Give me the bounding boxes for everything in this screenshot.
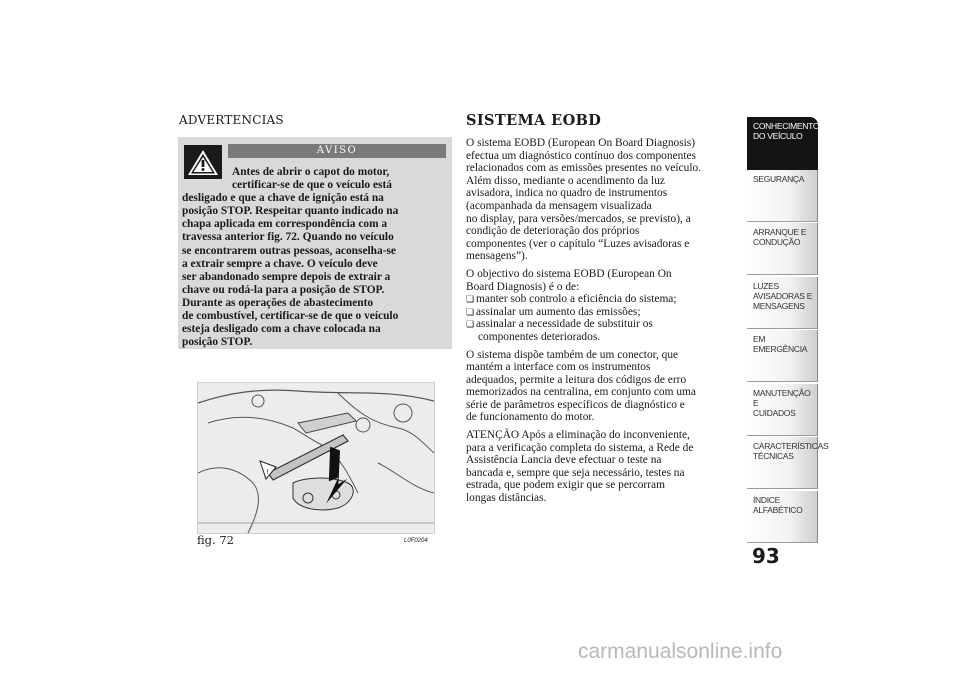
warning-line: chave ou rodá-la para a posição de STOP. (182, 283, 385, 296)
paragraph-line: mantém a interface com os instrumentos (466, 361, 651, 374)
paragraph-line: série de parâmetros específicos de diagnóstico e (466, 398, 685, 411)
chapter-tab[interactable] (747, 223, 818, 275)
chapter-tab-label: DO VEÍCULO (753, 131, 803, 141)
paragraph-line: ATENÇÃO Após a eliminação do inconveniente, (466, 429, 690, 442)
warning-line: certificar-se de que o veículo está (232, 179, 392, 192)
watermark: carmanualsonline.info (578, 640, 783, 663)
bullet-item (466, 331, 734, 344)
paragraph-line: no display, para versões/mercados, se previsto), a (466, 212, 691, 225)
paragraph-line: (acompanhada da mensagem visualizada (466, 199, 652, 212)
paragraph-line: adequados, permite a leitura dos códigos de erro (466, 373, 687, 386)
chapter-tab-label: CONDUÇÃO (753, 237, 801, 247)
chapter-tab-label: LUZES (753, 281, 779, 291)
chapter-tab-label: SEGURANÇA (753, 174, 805, 184)
paragraph-line: avisadora, indica no quadro de instrumentos (466, 187, 668, 200)
engine-bay-illustration (198, 383, 434, 533)
bullet-item (466, 306, 734, 319)
bullet-item (466, 318, 734, 331)
chapter-tab[interactable] (747, 491, 818, 543)
warning-line: Durante as operações de abastecimento (182, 296, 374, 309)
bullet-text: assinalar um aumento das emissões; (476, 305, 641, 318)
paragraph-line: bancada e, sempre que seja necessário, testes na (466, 466, 685, 479)
chapter-tab[interactable] (747, 384, 818, 436)
warning-line: se encontrarem outras pessoas, aconselha-se (182, 244, 396, 257)
paragraph-line: efectua um diagnóstico contínuo dos componentes (466, 149, 696, 162)
section-title: SISTEMA EOBD (466, 112, 602, 129)
warning-box (178, 137, 452, 349)
paragraph-line: longas distâncias. (466, 492, 547, 505)
figure-code: L0F0204 (404, 538, 428, 544)
svg-text:!: ! (266, 468, 269, 476)
paragraph-line: de funcionamento do motor. (466, 411, 595, 424)
bullet-text: assinalar a necessidade de substituir os (476, 318, 653, 331)
warning-line: travessa anterior fig. 72. Quando no veículo (182, 231, 394, 244)
paragraph-line: condição de deterioração dos próprios (466, 225, 640, 238)
chapter-tab-label: ARRANQUE E (753, 227, 807, 237)
paragraph-line: estrada, que podem exigir que se percorram (466, 479, 665, 492)
chapter-tab-label: ALFABÉTICO (753, 505, 803, 515)
bullet-box-icon: ❏ (466, 319, 475, 330)
warning-text (182, 166, 448, 349)
chapter-tab[interactable] (747, 170, 818, 222)
paragraph-line: Board Diagnosis) é o de: (466, 280, 580, 293)
bullet-box-icon: ❏ (466, 306, 475, 317)
paragraph-line: relacionados com as emissões presentes no veículo. (466, 162, 702, 175)
chapter-tab-label: AVISADORAS E (753, 291, 813, 301)
chapter-tab[interactable] (747, 330, 818, 382)
paragraph-line: mensagens”). (466, 250, 528, 263)
chapter-tab-label: CUIDADOS (753, 408, 796, 418)
warning-line: chapa aplicada em correspondência com a (182, 218, 388, 231)
warning-line: Antes de abrir o capot do motor, (232, 166, 390, 178)
paragraph-line: O sistema EOBD (European On Board Diagnosis) (466, 137, 696, 149)
warning-line: ser abandonado sempre depois de extrair a (182, 270, 391, 283)
paragraph-gap (466, 505, 734, 510)
figure-engine-bay (197, 382, 435, 534)
chapter-tab[interactable] (747, 117, 818, 170)
warning-line: posição STOP. (182, 336, 253, 349)
chapter-tab-label: MENSAGENS (753, 301, 805, 311)
bullet-text: componentes deteriorados. (478, 330, 601, 343)
figure-caption: fig. 72 (197, 533, 234, 547)
page-number: 93 (752, 544, 780, 568)
chapter-tab[interactable] (747, 277, 818, 329)
chapter-tab-label: CARACTERÍSTICAS (753, 441, 829, 451)
warning-line: desligado e que a chave de ignição está na (182, 192, 384, 205)
paragraph-line: componentes (ver o capítulo “Luzes avisadoras e (466, 237, 690, 250)
bullet-box-icon: ❏ (466, 294, 475, 305)
paragraph-line: O sistema dispõe também de um conector, que (466, 348, 679, 361)
section-heading: ADVERTENCIAS (179, 113, 284, 127)
chapter-tab-label: TÉCNICAS (753, 451, 794, 461)
bullet-item (466, 293, 734, 306)
warning-line: a extrair sempre a chave. O veículo deve (182, 257, 378, 270)
warning-title: AVISO (228, 144, 446, 158)
bullet-text: manter sob controlo a eficiência do sistema; (476, 293, 677, 306)
chapter-tab[interactable] (747, 437, 829, 489)
paragraph-line: Assistência Lancia deve efectuar o teste na (466, 454, 662, 467)
paragraph-line: O objectivo do sistema EOBD (European On (466, 267, 672, 280)
chapter-tab-label: CONHECIMENTO (753, 121, 820, 131)
chapter-tab-label: EM EMERGÊNCIA (753, 334, 808, 354)
paragraph-line: Além disso, mediante o acendimento da luz (466, 174, 665, 187)
warning-line: posição STOP. Respeitar quanto indicado na (182, 205, 399, 218)
body-text (466, 137, 734, 510)
paragraph-line: para a verificação completa do sistema, a Rede de (466, 441, 694, 454)
warning-line: de combustível, certificar-se de que o veículo (182, 310, 399, 323)
chapter-tab-label: ÍNDICE (753, 495, 781, 505)
paragraph-line: memorizados na centralina, em conjunto com uma (466, 386, 696, 399)
warning-line: esteja desligado com a chave colocada na (182, 323, 381, 336)
chapter-tab-label: MANUTENÇÃO E (753, 388, 811, 408)
